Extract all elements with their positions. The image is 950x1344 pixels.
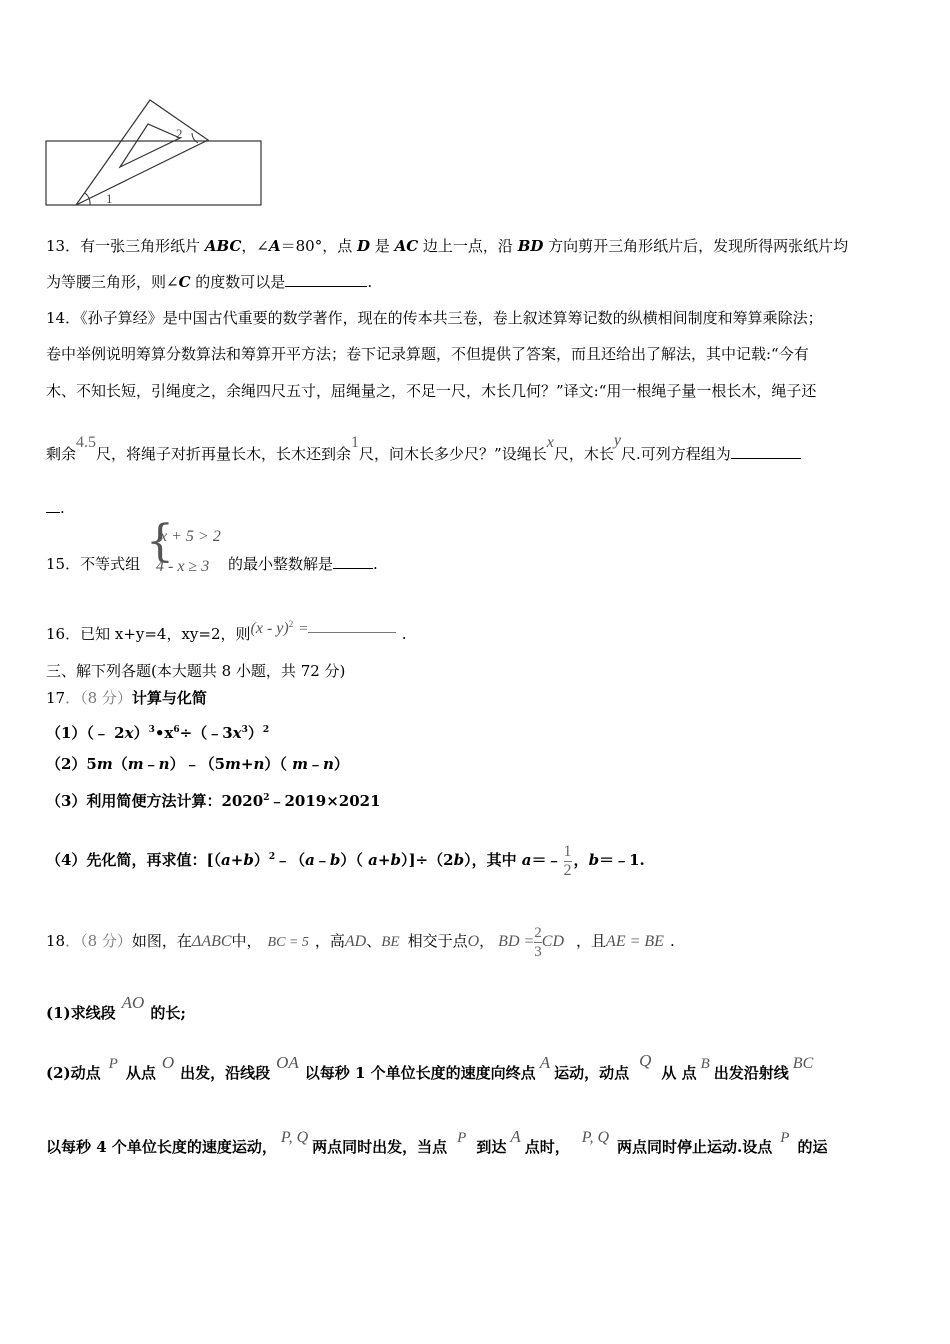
exponent: 3 [241, 725, 248, 735]
question-15-suffix [228, 552, 378, 576]
text: 的长; [150, 1004, 186, 1022]
exponent: 2 [263, 793, 270, 803]
text: 尺.可列方程组为 [620, 445, 731, 463]
var-p: P [780, 1130, 790, 1146]
var-d: D [357, 237, 371, 255]
var-x: x [124, 724, 134, 742]
text: •x [154, 724, 174, 742]
fraction-denominator: 3 [534, 943, 542, 960]
question-17-number: 17 [46, 689, 66, 707]
fraction-one-half [564, 843, 572, 880]
text: ，∠ [241, 237, 269, 255]
var-m: m [96, 755, 113, 773]
text: 卷中举例说明筹算分数算法和筹算开平方法；卷下记录算题，不但提供了答案，而且还给出了解法，其中记载:“今有 [46, 345, 809, 363]
answer-blank[interactable] [333, 554, 373, 569]
text: ） [333, 755, 349, 773]
text: ．不等式组 [65, 555, 141, 573]
question-13-line-2 [46, 270, 372, 294]
var-n: n [322, 755, 334, 773]
var-a: a [305, 851, 315, 869]
question-15-number: 15 [46, 555, 66, 573]
text: ）﹣（5 [169, 755, 225, 773]
text: 相交于点 [407, 932, 468, 950]
expression-x-minus-y: (x - y) [250, 620, 289, 637]
system-brace: { [146, 516, 174, 567]
exponent: 2 [262, 725, 270, 735]
var-be: BE [381, 934, 400, 950]
text: 从点 [125, 1064, 156, 1082]
var-b: b [453, 851, 465, 869]
score-label: ．（8 分） [65, 932, 132, 950]
text: 尺，木长 [553, 445, 614, 463]
text: + [230, 851, 244, 869]
triangle-abc: ΔABC [191, 933, 232, 950]
text: . [401, 625, 407, 643]
text: ．已知 x+y=4，xy=2，则 [65, 625, 251, 643]
text: ＝﹣1. [599, 851, 645, 869]
text: 运动，动点 [554, 1064, 630, 1082]
text: ﹣2019×2021 [269, 792, 381, 810]
question-17-title: 计算与化简 [131, 689, 207, 707]
text: + [240, 755, 254, 773]
value-1: 1 [351, 434, 360, 451]
question-17-part-3 [46, 786, 381, 810]
answer-blank[interactable] [731, 444, 801, 459]
text: 边上一点，沿 [418, 237, 518, 255]
var-p: P [457, 1130, 467, 1146]
inequality-1: x + 5 > 2 [160, 528, 221, 545]
var-ad: AD [344, 933, 367, 950]
var-p-q: P, Q [581, 1129, 610, 1146]
var-m: m [127, 755, 144, 773]
text: （1）（﹣ 2 [46, 724, 125, 742]
text: . [60, 499, 65, 517]
text: 方向剪开三角形纸片后，发现所得两张纸片均 [543, 237, 849, 255]
question-15-prefix [46, 552, 140, 576]
text: 尺，将绳子对折再量长木，长木还到余 [96, 445, 352, 463]
answer-blank[interactable] [285, 272, 367, 287]
var-p-q: P, Q [280, 1129, 309, 1146]
var-m: m [292, 755, 308, 773]
var-c: C [178, 273, 191, 291]
text: 出发沿射线 [713, 1064, 789, 1082]
text: ）（ [264, 755, 293, 773]
fraction-numerator: 1 [563, 842, 572, 860]
question-13-line-1 [46, 234, 848, 258]
text: （ [112, 755, 128, 773]
var-p: P [108, 1056, 118, 1072]
text: (2)动点 [46, 1064, 101, 1082]
inequality-2: 4 - x ≥ 3 [156, 558, 210, 575]
answer-blank-continued[interactable] [46, 498, 60, 513]
var-a: A [269, 237, 281, 255]
var-b: b [390, 851, 401, 869]
value-4-5: 4.5 [76, 434, 97, 451]
text: . [669, 932, 675, 950]
text: ） [253, 851, 269, 869]
text: ）（ [340, 851, 369, 869]
var-bc: BC [792, 1055, 814, 1072]
var-n: n [158, 755, 170, 773]
text: ） [247, 724, 263, 742]
text: 以每秒 4 个单位长度的速度运动， [46, 1138, 277, 1156]
fraction-two-thirds [534, 924, 542, 961]
text: . [373, 555, 378, 573]
fraction-numerator: 2 [534, 924, 542, 941]
text: ＝﹣ [531, 851, 562, 869]
set-square-outer [76, 100, 208, 205]
var-q: Q [639, 1051, 652, 1070]
text: ， [479, 932, 495, 950]
text: 点时， [524, 1138, 570, 1156]
text: 、 [366, 932, 382, 950]
fraction-denominator: 2 [563, 861, 572, 879]
question-18-number: 18 [46, 932, 66, 950]
ae-equals-be: AE = BE [606, 933, 664, 950]
angle-1-label: 1 [106, 191, 113, 206]
question-17-part-1 [46, 718, 269, 742]
question-14-line-5 [46, 496, 65, 520]
text: （2）5 [46, 755, 97, 773]
var-o: O [467, 933, 480, 950]
text: 木、不知长短，引绳度之，余绳四尺五寸，屈绳量之，不足一尺，木长几何？”译文:“用一根绳子量一根长木，绳子还 [46, 382, 817, 400]
text: ÷（﹣3 [179, 724, 233, 742]
question-17-part-2 [46, 752, 349, 776]
question-18-part-2-line-1 [46, 1050, 813, 1090]
text: ．有一张三角形纸片 [65, 237, 205, 255]
score-label: ．（8 分） [65, 689, 132, 707]
var-oa: OA [276, 1053, 299, 1072]
var-x: x [546, 434, 554, 451]
ruler-triangle-figure [40, 95, 270, 210]
text: ，高 [314, 932, 345, 950]
question-14-line-1 [46, 306, 823, 330]
question-18-line-1 [46, 904, 675, 964]
var-a: A [539, 1053, 551, 1072]
section-3-title: 三、解下列各题(本大题共 8 小题，共 72 分) [46, 662, 346, 680]
text: ﹣（ [275, 851, 306, 869]
var-ac: AC [394, 237, 419, 255]
text: + [377, 851, 391, 869]
var-a: a [221, 851, 231, 869]
text: ．《孙子算经》是中国古代重要的数学著作，现在的传本共三卷，卷上叙述算筹记数的纵横相间制度和筹算乘除法； [65, 309, 823, 327]
question-14-number: 14 [46, 309, 66, 327]
bc-equals-5: BC = 5 [267, 935, 309, 950]
text: 中， [231, 932, 262, 950]
text: 的度数可以是 [190, 273, 286, 291]
text: 出发，沿线段 [180, 1064, 271, 1082]
exponent-2: 2 [288, 619, 294, 629]
var-b: B [700, 1056, 710, 1072]
var-n: n [253, 755, 265, 773]
var-b: b [588, 851, 600, 869]
angle-2-label: 2 [176, 126, 183, 141]
question-14-line-4 [46, 428, 801, 468]
var-b: b [329, 851, 341, 869]
text: . [367, 273, 373, 291]
equals-sign: = [299, 621, 308, 637]
text: ， [573, 851, 589, 869]
question-16 [46, 619, 407, 646]
text: 以每秒 1 个单位长度的速度向终点 [304, 1064, 536, 1082]
var-o: O [161, 1053, 175, 1072]
text: 如图，在 [131, 932, 192, 950]
text: ＝80°，点 [280, 237, 357, 255]
var-a: A [510, 1127, 521, 1146]
text: ﹣ [314, 851, 330, 869]
question-14-line-2 [46, 342, 809, 366]
text: （4）先化简，再求值：[（ [46, 851, 222, 869]
var-a: a [521, 851, 532, 869]
text: (1)求线段 [46, 1004, 116, 1022]
exponent: 6 [173, 725, 180, 735]
text: 的最小整数解是 [228, 555, 334, 573]
text: ﹣ [143, 755, 159, 773]
var-y: y [613, 432, 621, 449]
var-a: a [368, 851, 378, 869]
text: 两点同时停止运动.设点 [617, 1138, 773, 1156]
text: （3）利用简便方法计算：2020 [46, 792, 264, 810]
var-abc: ABC [204, 237, 242, 255]
text: ﹣ [307, 755, 323, 773]
question-18-part-1 [46, 990, 186, 1030]
var-bd: BD [517, 237, 544, 255]
text: 从 点 [661, 1064, 697, 1082]
text: 的运 [797, 1138, 828, 1156]
var-cd: CD [541, 933, 565, 950]
var-b: b [243, 851, 254, 869]
text: ） [133, 724, 149, 742]
text: 尺，问木长多少尺？”设绳长 [359, 445, 547, 463]
exponent: 2 [268, 852, 276, 862]
text: ），其中 [464, 851, 522, 869]
question-18-part-2-line-2 [46, 1124, 827, 1164]
text: 为等腰三角形，则∠ [46, 273, 179, 291]
question-13-number: 13 [46, 237, 66, 255]
question-17-header [46, 686, 207, 710]
text: 是 [370, 237, 395, 255]
answer-blank[interactable] [308, 618, 396, 633]
text: ）]÷（2 [400, 851, 454, 869]
question-17-part-4 [46, 820, 645, 880]
exponent: 3 [148, 725, 155, 735]
question-16-number: 16 [46, 625, 66, 643]
text: 剩余 [46, 445, 77, 463]
var-ao: AO [121, 993, 145, 1012]
text: 两点同时出发，当点 [312, 1138, 448, 1156]
var-m: m [225, 755, 241, 773]
text: ，且 [576, 932, 607, 950]
var-x: x [232, 724, 242, 742]
text: 到达 [476, 1138, 507, 1156]
bd-equals: BD = [498, 933, 535, 950]
question-14-line-3 [46, 379, 816, 403]
